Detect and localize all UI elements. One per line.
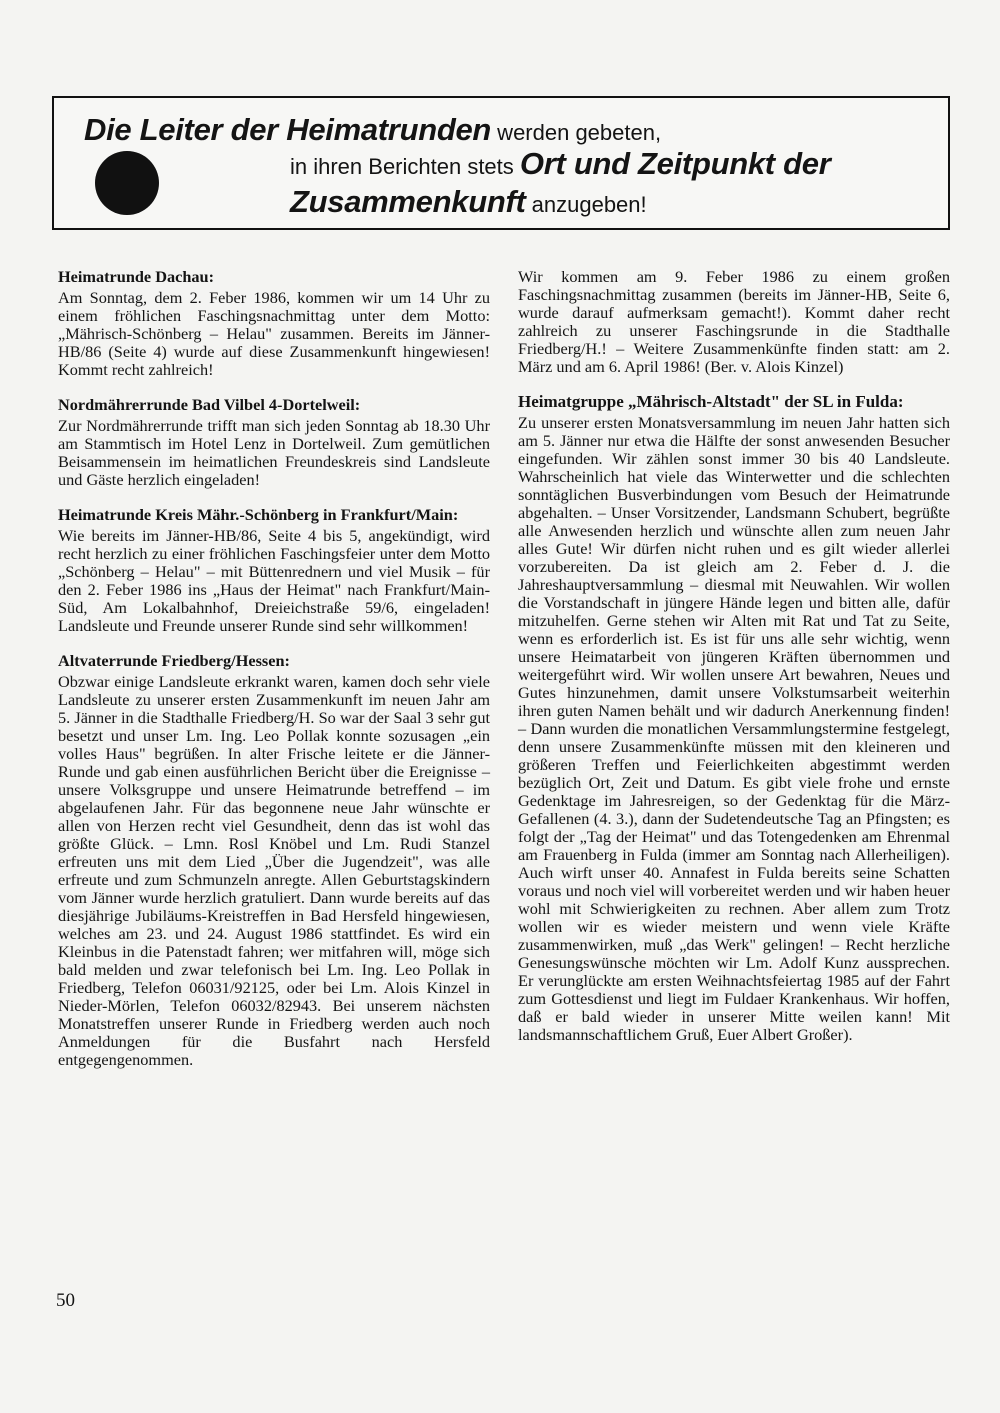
article-body: Obzwar einige Landsleute erkrankt waren, kamen doch sehr viele Landsleute zu unserer ersten Zusammenkunft im neuen Jahr am 5. Jänner in die Stadthalle Friedberg/H. So war der Saal 3 sehr gut besetzt und unser Lm. Ing. Leo Pollak konnte sozusagen „ein volles Haus" begrüßen. In alter Frische leitete er die Jänner-Runde und gab einen ausführlichen Bericht über die Ereignisse – unsere Volksgruppe und unsere Heimatrunde betreffend – im abgelaufenen Jahr. Für das begonnene neue Jahr wünschte er allen von Herzen recht viel Gesundheit, denn das ist wohl das größte Glück. – Lmn. Rosl Knöbel und Lm. Rudi Stanzel erfreuten uns mit dem Lied „Über die Jugendzeit", was alle erfreute und zum Schmunzeln anregte. Allen Geburtstagskindern vom Jänner wurde herzlich gratuliert. Dann wurde bereits auf das diesjährige Jubiläums-Kreistreffen in Bad Hersfeld hingewiesen, welches am 23. und 24. August 1986 stattfindet. Es wird ein Kleinbus in die Patenstadt fahren; wer mitfahren will, möge sich bald melden und zwar telefonisch bei Lm. Ing. Leo Pollak in Friedberg, Telefon 06031/92125, oder bei Lm. Alois Kinzel in Nieder-Mörlen, Telefon 06032/82943. Bei unserem nächsten Monatstreffen unserer Runde in Friedberg werden auch noch Anmeldungen für die Busfahrt nach Hersfeld entgegengenommen. [58, 672, 490, 1069]
article-heading: Heimatrunde Dachau: [58, 267, 215, 286]
notice-line-3-bold: Zusammenkunft [290, 184, 526, 219]
article-body: Wir kommen am 9. Feber 1986 zu einem großen Faschingsnachmittag zusammen (bereits im Jänner-HB, Seite 6, wurde darauf aufmerksam gemacht!). Kommt daher recht zahlreich zu unserer Faschingsrunde in die Stadthalle Friedberg/H.! – Weitere Zusammenkünfte finden statt: am 2. März und am 6. April 1986! (Ber. v. Alois Kinzel) [518, 267, 950, 376]
notice-line-1 [84, 112, 661, 148]
notice-line-2-bold: Ort und Zeitpunkt der [519, 146, 831, 181]
article-friedberg [58, 652, 490, 1069]
notice-line-1-bold: Die Leiter der Heimatrunden [84, 112, 492, 147]
article-bad-vilbel [58, 396, 490, 489]
article-body: Zur Nordmährerrunde trifft man sich jeden Sonntag ab 18.30 Uhr am Stammtisch im Hotel Lenz in Dortelweil. Zum gemütlichen Beisammensein im heimatlichen Freundeskreis sind Landsleute und Gäste herzlich eingeladen! [58, 416, 490, 489]
article-body: Zu unserer ersten Monatsversammlung im neuen Jahr hatten sich am 5. Jänner nur etwa die Hälfte der sonst anwesenden Besucher eingefunden. Wir zählen sonst immer 30 bis 40 Landsleute. Wahrscheinlich hat viele das Winterwetter und die schlechten sonntäglichen Busverbindungen vom Besuch der Heimatrunde abgehalten. – Unser Vorsitzender, Landsmann Schubert, begrüßte alle Anwesenden herzlich und wünschte allen zum neuen Jahr alles Gute! Wir dürfen nicht ruhen und es gilt wieder allerlei vorzubereiten. Da ist gleich am 2. Feber d. J. die Jahreshauptversammlung – diesmal mit Neuwahlen. Wir wollen die Vorstandschaft in jüngere Hände legen und bitten alle, dafür mitzuhelfen. Gerne stehen wir Alten mit Rat und Tat zu Seite, wenn es erforderlich ist. Es ist für uns alle sehr wichtig, wenn unsere Heimatarbeit von jüngeren Kräften übernommen und weitergeführt wird. Wir wollen unsere Art bewahren, Neues und Gutes hinzunehmen, damit unsere Volkstumsarbeit weiterhin ihren guten Namen behält und wir dadurch Anerkennung finden! – Dann wurden die monatlichen Versammlungstermine festgelegt, denn unsere Zusammenkünfte müssen mit den kleineren und größeren Treffen und Feierlichkeiten abgestimmt werden bezüglich Ort, Zeit und Datum. Es gibt viele frohe und ernste Gedenktage im Jahresreigen, so der Gedenktag für die März-Gefallenen (4. 3.), dann der Sudetendeutsche Tag an Pfingsten; es folgt der „Tag der Heimat" und das Totengedenken am Ehrenmal am Frauenberg in Fulda (immer am Sonntag nach Allerheiligen). Auch wirft unser 40. Annafest in Fulda bereits seine Schatten voraus und noch viel will vorbereitet werden und wir haben heuer wohl mit Schwierigkeiten zu rechnen. Aber allem zum Trotz wollen wir es wieder meistern und wenn viele Kräfte zusammenwirken, muß „das Werk" gelingen! – Recht herzliche Genesungswünsche möchten wir Lm. Adolf Kunz aussprechen. Er verunglückte am ersten Weihnachtsfeiertag 1985 auf der Fahrt zum Gottesdienst und liegt im Fuldaer Krankenhaus. Wir hoffen, daß er bald wieder in unserer Mitte weilen kann! Mit landsmannschaftlichem Gruß, Euer Albert Großer). [518, 413, 950, 1044]
article-heading: Heimatrunde Kreis Mähr.-Schönberg in Frankfurt/Main: [58, 505, 459, 524]
bullet-dot-icon [95, 151, 159, 215]
page-number: 50 [56, 1290, 75, 1311]
notice-box [52, 96, 950, 230]
article-heading: Nordmährerrunde Bad Vilbel 4-Dortelweil: [58, 395, 361, 414]
article-friedberg-continued [518, 268, 950, 376]
notice-line-2-rest: in ihren Berichten stets [290, 154, 520, 179]
article-body: Wie bereits im Jänner-HB/86, Seite 4 bis 5, angekündigt, wird recht herzlich zu einer fröhlichen Faschingsfeier unter dem Motto „Schönberg – Helau" – mit Büttenrednern und viel Musik – für den 2. Feber 1986 ins „Haus der Heimat" nach Frankfurt/Main-Süd, Am Lokalbahnhof, Dreieichstraße 59/6, eingeladen! Landsleute und Freunde unserer Runde sind sehr willkommen! [58, 526, 490, 635]
article-frankfurt [58, 506, 490, 635]
article-heading: Altvaterrunde Friedberg/Hessen: [58, 651, 290, 670]
notice-line-3-rest: anzugeben! [525, 192, 647, 217]
notice-line-1-rest: werden gebeten, [491, 120, 662, 145]
right-column [518, 268, 950, 1061]
article-dachau [58, 268, 490, 379]
article-fulda [518, 393, 950, 1044]
left-column [58, 268, 490, 1086]
article-body: Am Sonntag, dem 2. Feber 1986, kommen wir um 14 Uhr zu einem fröhlichen Faschingsnachmittag unter dem Motto: „Mährisch-Schönberg – Helau" zusammen. Bereits im Jänner-HB/86 (Seite 4) wurde auf diese Zusammenkunft hingewiesen! Kommt recht zahlreich! [58, 288, 490, 379]
notice-line-2 [290, 146, 830, 182]
notice-line-3 [290, 184, 647, 220]
article-heading: Heimatgruppe „Mährisch-Altstadt" der SL in Fulda: [518, 392, 904, 411]
